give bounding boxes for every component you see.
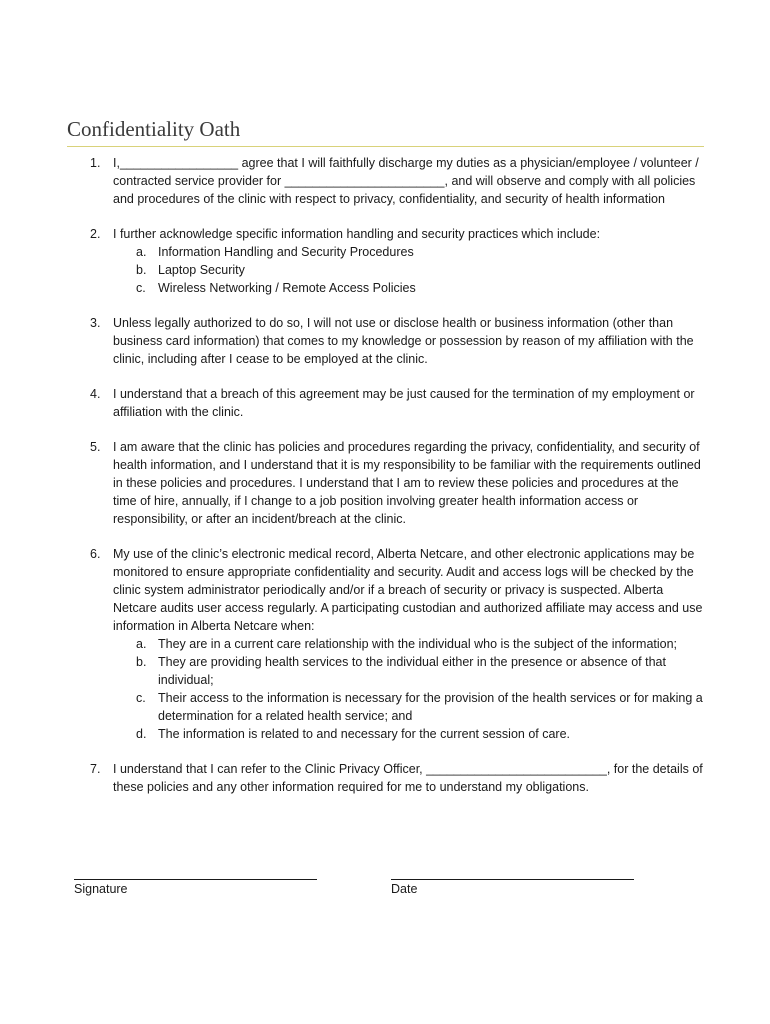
sub-item-letter: b. — [136, 655, 147, 669]
sub-item — [113, 725, 705, 743]
item-text: Unless legally authorized to do so, I will not use or disclose health or business information (other than business card information) that comes to my knowledge or possession by reason of my affiliation with the clinic, including after I cease to be employed at the clinic. — [113, 316, 694, 366]
oath-item-5 — [85, 438, 705, 528]
date-label: Date — [391, 882, 418, 896]
sub-item-text: They are in a current care relationship with the individual who is the subject of the information; — [158, 637, 678, 651]
sub-item-text: Laptop Security — [158, 263, 245, 277]
sub-item — [113, 243, 705, 261]
oath-list — [85, 154, 705, 813]
item-number: 1. — [90, 156, 101, 170]
item-number: 5. — [90, 440, 101, 454]
signature-line — [74, 879, 317, 880]
sub-item — [113, 279, 705, 297]
item-number: 7. — [90, 762, 101, 776]
item-text: I further acknowledge specific information handling and security practices which include: — [113, 227, 601, 241]
sub-item-text: Their access to the information is necessary for the provision of the health services or for making a determination for a related health service; and — [158, 691, 703, 723]
sub-item-letter: a. — [136, 245, 147, 259]
item-text: I understand that I can refer to the Clinic Privacy Officer, __________________________, for the details of these policies and any other information required for me to understand my obligations. — [113, 762, 703, 794]
sub-list — [113, 243, 705, 297]
oath-item-2 — [85, 225, 705, 297]
item-number: 4. — [90, 387, 101, 401]
sub-item — [113, 653, 705, 689]
item-number: 6. — [90, 547, 101, 561]
oath-item-6 — [85, 545, 705, 743]
item-number: 3. — [90, 316, 101, 330]
item-text: I understand that a breach of this agreement may be just caused for the termination of my employment or affiliation with the clinic. — [113, 387, 695, 419]
sub-item-text: They are providing health services to the individual either in the presence or absence of that individual; — [158, 655, 666, 687]
sub-item-text: The information is related to and necessary for the current session of care. — [158, 727, 571, 741]
oath-item-3 — [85, 314, 705, 368]
sub-item — [113, 635, 705, 653]
sub-item-letter: a. — [136, 637, 147, 651]
sub-item-letter: c. — [136, 691, 146, 705]
item-number: 2. — [90, 227, 101, 241]
sub-item-text: Information Handling and Security Procedures — [158, 245, 414, 259]
sub-item-letter: c. — [136, 281, 146, 295]
oath-item-7 — [85, 760, 705, 796]
title-underline — [67, 146, 704, 147]
sub-item — [113, 689, 705, 725]
sub-item-letter: b. — [136, 263, 147, 277]
sub-list — [113, 635, 705, 743]
item-text: I am aware that the clinic has policies and procedures regarding the privacy, confidentiality, and security of health information, and I understand that it is my responsibility to be familiar with the requirements outlined in these policies and procedures. I understand that I am to review these policies and procedures at the time of hire, annually, if I change to a job position involving greater health information access or responsibility, or after an incident/breach at the clinic. — [113, 440, 701, 526]
oath-item-1 — [85, 154, 705, 208]
date-line — [391, 879, 634, 880]
sub-item — [113, 261, 705, 279]
item-text: My use of the clinic’s electronic medical record, Alberta Netcare, and other electronic applications may be monitored to ensure appropriate confidentiality and security. Audit and access logs will be checked by the clinic system administrator periodically and/or if a breach of security or privacy is suspected. Alberta Netcare audits user access regularly. A participating custodian and authorized affiliate may access and use information in Alberta Netcare when: — [113, 547, 703, 633]
sub-item-letter: d. — [136, 727, 147, 741]
page-title: Confidentiality Oath — [67, 117, 241, 141]
signature-label: Signature — [74, 882, 128, 896]
item-text: I,_________________ agree that I will faithfully discharge my duties as a physician/employee / volunteer / contracted service provider for _______________________, and will observe and comply with all policies and procedures of the clinic with respect to privacy, confidentiality, and security of health information — [113, 156, 699, 206]
oath-item-4 — [85, 385, 705, 421]
sub-item-text: Wireless Networking / Remote Access Policies — [158, 281, 416, 295]
